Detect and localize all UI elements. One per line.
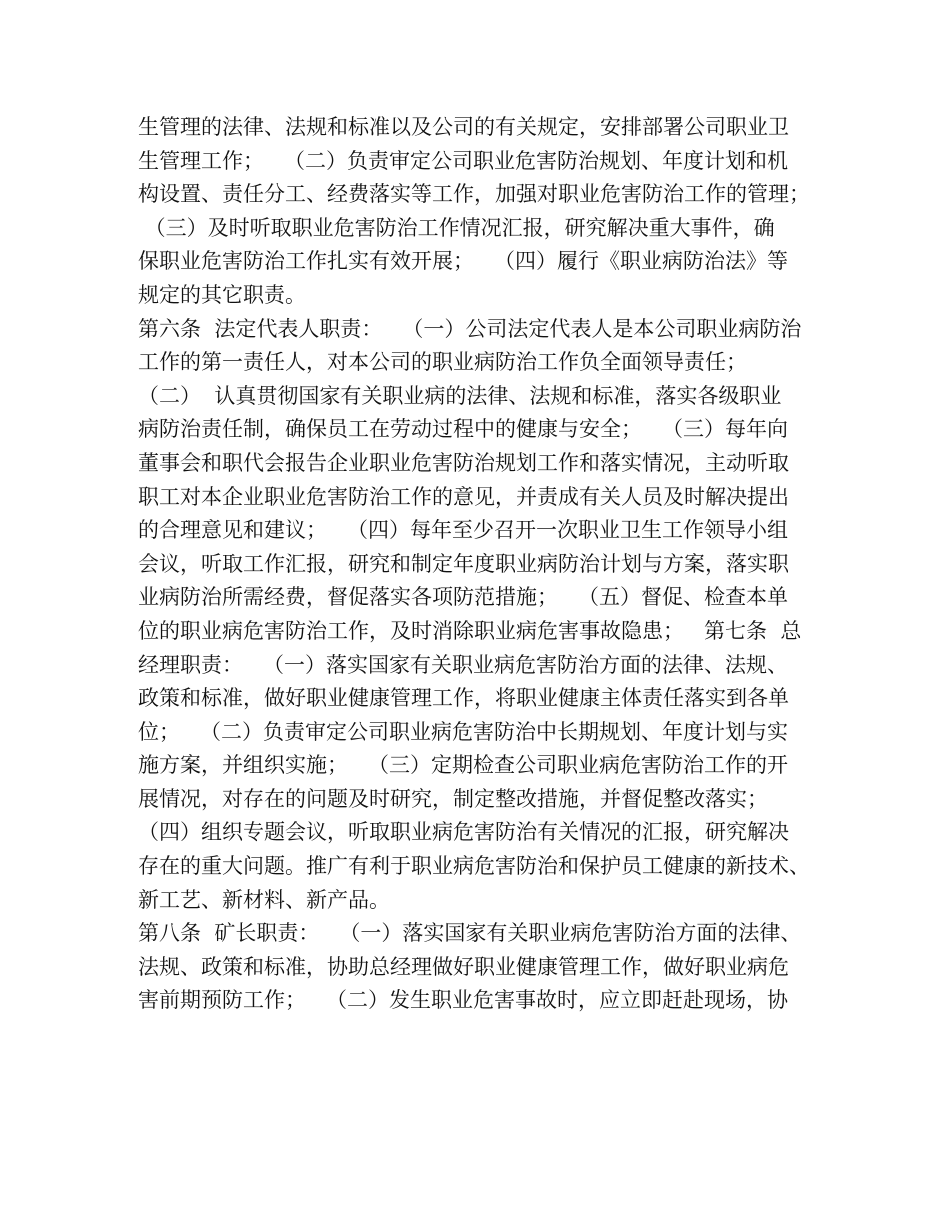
text-line: 规定的其它职责。 — [138, 282, 306, 307]
text-line: 病防治责任制，确保员工在劳动过程中的健康与安全； （三）每年向 — [138, 417, 789, 442]
text-line: 新工艺、新材料、新产品。 — [138, 887, 390, 912]
text-line: （四）组织专题会议，听取职业病危害防治有关情况的汇报，研究解决 — [138, 820, 789, 845]
text-line: 构设置、责任分工、经费落实等工作，加强对职业危害防治工作的管理； — [138, 182, 810, 207]
text-line: 工作的第一责任人，对本公司的职业病防治工作负全面领导责任； — [138, 350, 747, 375]
text-line: （三）及时听取职业危害防治工作情况汇报，研究解决重大事件，确 — [138, 215, 775, 240]
document-body — [138, 111, 838, 1018]
text-line: （二） 认真贯彻国家有关职业病的法律、法规和标准，落实各级职业 — [138, 383, 782, 408]
text-line: 施方案，并组织实施； （三）定期检查公司职业病危害防治工作的开 — [138, 753, 789, 778]
text-line: 位的职业病危害防治工作，及时消除职业病危害事故隐患； 第七条 总 — [138, 618, 802, 643]
text-line: 的合理意见和建议； （四）每年至少召开一次职业卫生工作领导小组 — [138, 518, 789, 543]
text-line: 政策和标准，做好职业健康管理工作，将职业健康主体责任落实到各单 — [138, 686, 789, 711]
text-line: 会议，听取工作汇报，研究和制定年度职业病防治计划与方案，落实职 — [138, 551, 789, 576]
text-line: 生管理工作； （二）负责审定公司职业危害防治规划、年度计划和机 — [138, 148, 789, 173]
text-line: 存在的重大问题。推广有利于职业病危害防治和保护员工健康的新技术、 — [138, 854, 810, 879]
text-line: 第六条 法定代表人职责： （一）公司法定代表人是本公司职业病防治 — [138, 316, 802, 341]
text-line: 保职业危害防治工作扎实有效开展； （四）履行《职业病防治法》等 — [138, 249, 789, 274]
text-line: 董事会和职代会报告企业职业危害防治规划工作和落实情况，主动听取 — [138, 450, 789, 475]
text-line: 经理职责： （一）落实国家有关职业病危害防治方面的法律、法规、 — [138, 652, 789, 677]
text-line: 位； （二）负责审定公司职业病危害防治中长期规划、年度计划与实 — [138, 719, 789, 744]
text-line: 生管理的法律、法规和标准以及公司的有关规定，安排部署公司职业卫 — [138, 115, 789, 139]
text-line: 业病防治所需经费，督促落实各项防范措施； （五）督促、检查本单 — [138, 585, 789, 610]
text-line: 职工对本企业职业危害防治工作的意见，并责成有关人员及时解决提出 — [138, 484, 789, 509]
text-line: 第八条 矿长职责： （一）落实国家有关职业病危害防治方面的法律、 — [138, 921, 802, 946]
text-line: 展情况，对存在的问题及时研究，制定整改措施，并督促整改落实； — [138, 786, 768, 811]
text-line: 法规、政策和标准，协助总经理做好职业健康管理工作，做好职业病危 — [138, 954, 789, 979]
text-line: 害前期预防工作； （二）发生职业危害事故时，应立即赶赴现场，协 — [138, 988, 789, 1013]
